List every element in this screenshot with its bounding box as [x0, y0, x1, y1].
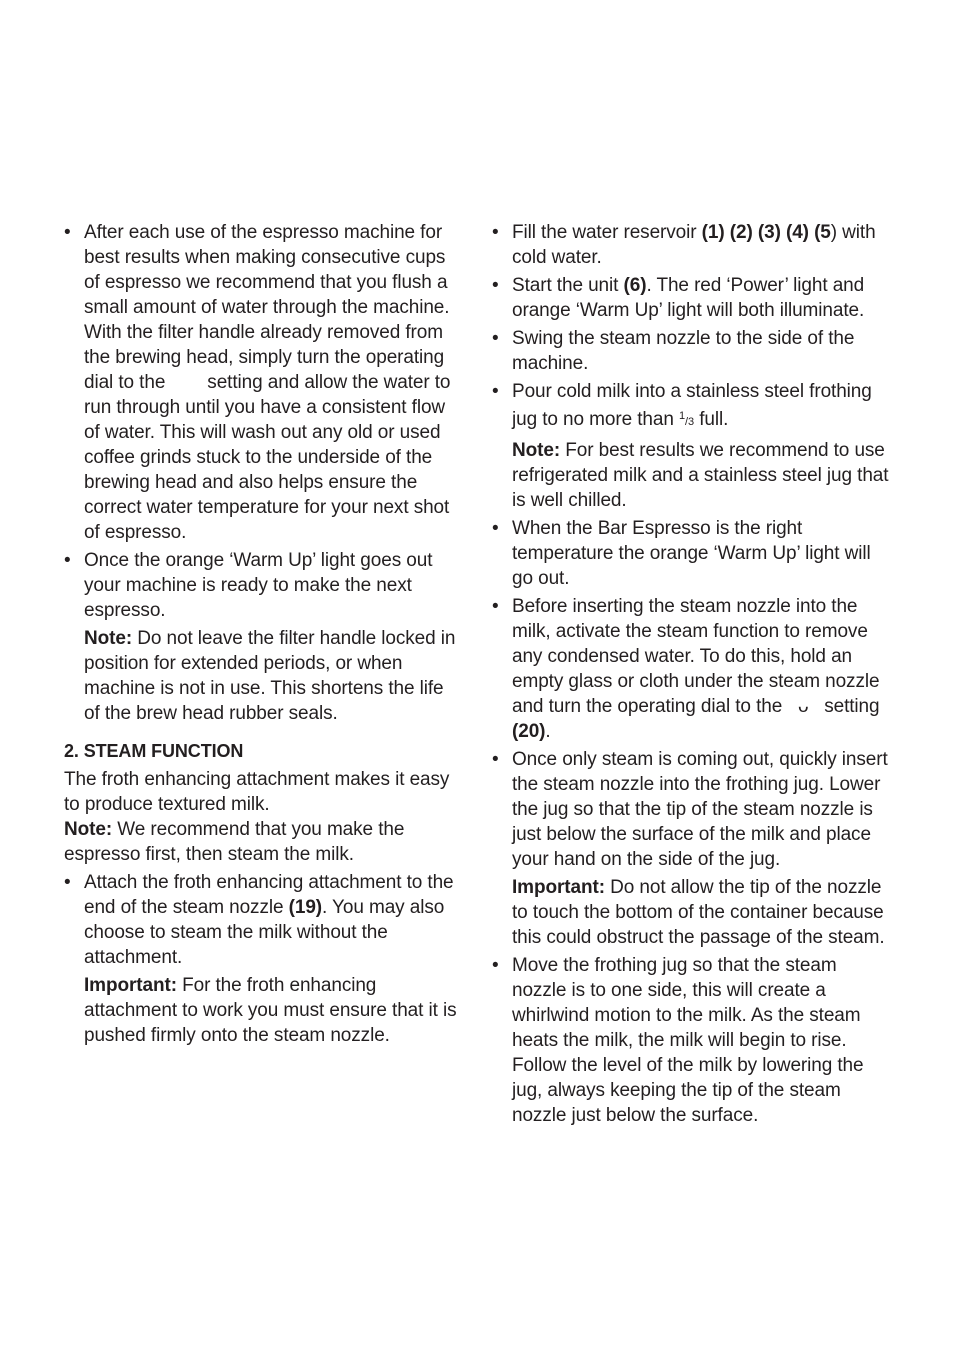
- important-label: Important:: [84, 975, 177, 996]
- paragraph: Once only steam is coming out, quickly insert the steam nozzle into the frothing jug. Lower the jug so that the tip of the steam nozzle is just below the surface of the milk and place your hand on the side of the jug.: [512, 749, 888, 870]
- list-item-start: [492, 273, 892, 323]
- important-block: Important: For the froth enhancing attachment to work you must ensure that it is pushed firmly onto the steam nozzle.: [84, 975, 457, 1046]
- note-block: Note: Do not leave the filter handle locked in position for extended periods, or when machine is not in use. This shortens the life of the brew head rubber seals.: [84, 628, 456, 724]
- list-item-temperature: [492, 516, 892, 591]
- paragraph: Pour cold milk into a stainless steel frothing jug to no more than $^1$/3 full.: [512, 381, 872, 430]
- paragraph: Attach the froth enhancing attachment to the end of the steam nozzle (19). You may also choose to steam the milk without the attachment.: [84, 872, 454, 968]
- bullet: •: [492, 596, 499, 617]
- list-item-flush: [64, 220, 464, 545]
- important-block: Important: Do not allow the tip of the nozzle to touch the bottom of the container because this could obstruct the passage of the steam.: [512, 877, 885, 948]
- list-item-swing: [492, 326, 892, 376]
- intro-text: The froth enhancing attachment makes it easy to produce textured milk.: [64, 769, 450, 815]
- list-item-fill: [492, 220, 892, 270]
- list-item-insert-nozzle: [492, 747, 892, 872]
- list-item-warm-up: [64, 548, 464, 623]
- note-block: Note: We recommend that you make the espresso first, then steam the milk.: [64, 819, 405, 865]
- bullet: •: [492, 381, 499, 402]
- steam-setting-icon: ᴗ: [797, 696, 809, 717]
- paragraph: Move the frothing jug so that the steam nozzle is to one side, this will create a whirlwind motion to the milk. As the steam heats the milk, the milk will begin to rise. Follow the level of the milk by lowering the jug, always keeping the tip of the steam nozzle just below the surface.: [512, 955, 864, 1126]
- paragraph: Once the orange ‘Warm Up’ light goes out your machine is ready to make the next espresso.: [84, 550, 433, 621]
- bullet: •: [64, 222, 71, 243]
- bullet: •: [492, 222, 499, 243]
- bullet: •: [492, 955, 499, 976]
- bullet: •: [492, 328, 499, 349]
- bullet: •: [492, 518, 499, 539]
- fraction-denominator: 3: [688, 416, 695, 428]
- paragraph: After each use of the espresso machine for best results when making consecutive cups of espresso we recommend that you flush a small amount of water through the machine. With the filter handle already removed from the brewing head, simply turn the operating dial to the setting and allow the water to run through until you have a consistent flow of water. This will wash out any old or used coffee grinds stuck to the underside of the brewing head and also helps ensure the correct water temperature for your next shot of espresso.: [84, 222, 451, 543]
- list-item-activate-steam: [492, 594, 892, 744]
- bullet: •: [64, 550, 71, 571]
- note-block: Note: For best results we recommend to use refrigerated milk and a stainless steel jug that is well chilled.: [512, 440, 889, 511]
- left-column: [64, 220, 464, 1051]
- list-item-attach: [64, 870, 464, 970]
- important-label: Important:: [512, 877, 605, 898]
- paragraph: When the Bar Espresso is the right temperature the orange ‘Warm Up’ light will go out.: [512, 518, 871, 589]
- paragraph: Start the unit (6). The red ‘Power’ light and orange ‘Warm Up’ light will both illuminate.: [512, 275, 865, 321]
- dial-setting-icon: [165, 370, 207, 395]
- bullet: •: [492, 749, 499, 770]
- note-label: Note:: [64, 819, 113, 840]
- section-heading: 2. STEAM FUNCTION: [64, 741, 244, 761]
- fraction-separator: /: [685, 416, 688, 428]
- right-column: [492, 220, 892, 1131]
- paragraph: Before inserting the steam nozzle into the milk, activate the steam function to remove any condensed water. To do this, hold an empty glass or cloth under the steam nozzle and turn the operating dial to the ᴗ setting (20).: [512, 596, 880, 742]
- paragraph: Fill the water reservoir (1) (2) (3) (4) (5) with cold water.: [512, 222, 876, 268]
- bullet: •: [64, 872, 71, 893]
- bullet: •: [492, 275, 499, 296]
- list-item-pour: [492, 379, 892, 435]
- fraction-numerator: 1: [679, 410, 686, 422]
- note-label: Note:: [84, 628, 133, 649]
- note-label: Note:: [512, 440, 561, 461]
- paragraph: Swing the steam nozzle to the side of the machine.: [512, 328, 855, 374]
- list-item-move-jug: [492, 953, 892, 1128]
